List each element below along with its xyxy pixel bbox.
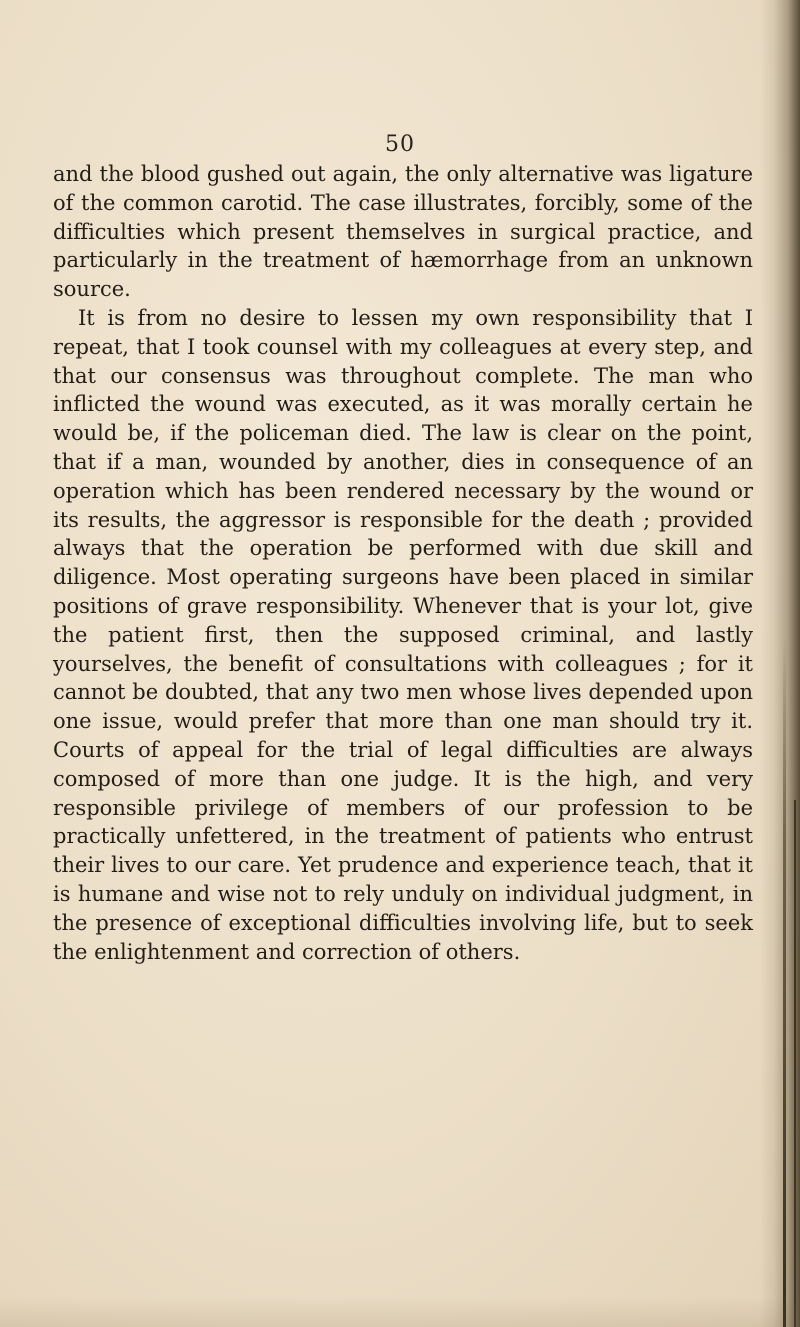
bottom-shade bbox=[0, 1297, 800, 1327]
binding-edge-line-outer bbox=[794, 800, 796, 1327]
binding-edge-line bbox=[783, 640, 786, 1327]
page-number: 50 bbox=[385, 132, 415, 157]
paragraph-responsibility: It is from no desire to lessen my own responsibility that I repeat, that I took counsel with my colleagues at every step, and that our consensus was throughout complete. The man who inflicted the wound was executed, as it was morally certain he would be, if the policeman died. The law is clear on the point, that if a man, wounded by another, dies in consequence of an operation which has been rendered necessary by the wound or its results, the aggressor is responsible for the death ; provided always that the operation be performed with due skill and diligence. Most operating surgeons have been placed in similar positions of grave responsibility. Whenever that is your lot, give the patient first, then the supposed criminal, and lastly yourselves, the benefit of consultations with colleagues ; for it cannot be doubted, that any two men whose lives depended upon one issue, would prefer that more than one man should try it. Courts of appeal for the trial of legal difficulties are always composed of more than one judge. It is the high, and very responsible privilege of members of our profession to be practically unfettered, in the treatment of patients who entrust their lives to our care. Yet prudence and experience teach, that it is humane and wise not to rely unduly on individual judgment, in the presence of exceptional difficulties involving life, but to seek the enlightenment and correction of others. bbox=[53, 305, 753, 964]
paragraph-continuation: and the blood gushed out again, the only alternative was ligature of the common carotid. The case illustrates, forcibly, some of the difficulties which present themselves in surgical practice, and particularly in the treatment of hæmorrhage from an unknown source. bbox=[53, 162, 753, 302]
body-text bbox=[53, 160, 753, 966]
